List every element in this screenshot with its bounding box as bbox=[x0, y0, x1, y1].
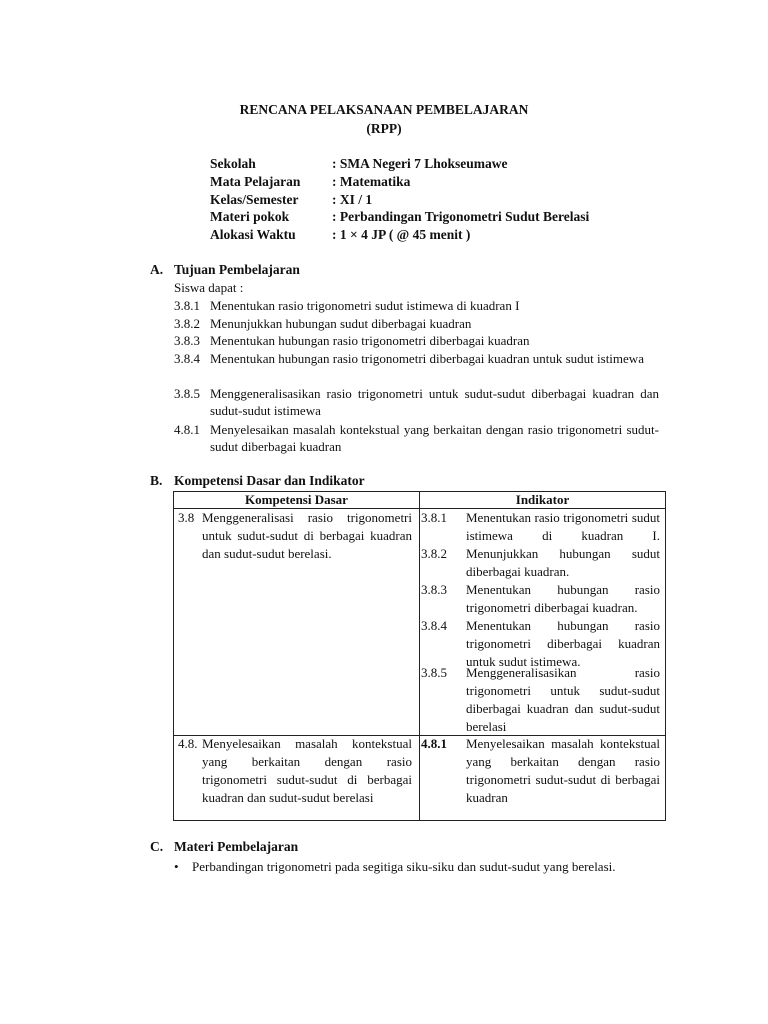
indicator-number: 3.8.2 bbox=[421, 546, 447, 561]
meta-row-time bbox=[210, 227, 470, 243]
section-letter: C. bbox=[150, 839, 164, 854]
meta-row-school bbox=[210, 156, 508, 172]
objective-item bbox=[174, 315, 659, 332]
meta-value: : Perbandingan Trigonometri Sudut Berelasi bbox=[332, 209, 590, 224]
indicator-text: Menunjukkan hubungan sudut diberbagai kuadran. bbox=[466, 546, 660, 579]
objective-number: 3.8.3 bbox=[174, 333, 200, 348]
meta-key: Sekolah bbox=[210, 156, 256, 171]
indicator-number: 4.8.1 bbox=[421, 736, 447, 751]
meta-key: Alokasi Waktu bbox=[210, 227, 296, 242]
table-header-kd: Kompetensi Dasar bbox=[245, 492, 348, 507]
section-a-intro: Siswa dapat : bbox=[174, 280, 244, 295]
meta-value: : XI / 1 bbox=[332, 192, 373, 207]
objective-text: Menentukan hubungan rasio trigonometri diberbagai kuadran bbox=[210, 333, 530, 348]
table-header-indicator: Indikator bbox=[515, 492, 570, 507]
indicator-text: Menentukan hubungan rasio trigonometri diberbagai kuadran. bbox=[466, 582, 660, 615]
objective-number: 3.8.5 bbox=[174, 386, 200, 401]
indicator-text: Menggeneralisasikan rasio trigonometri untuk sudut-sudut diberbagai kuadran dan sudut-sudut berelasi bbox=[466, 665, 660, 734]
meta-row-topic bbox=[210, 209, 589, 225]
objective-item bbox=[174, 332, 659, 349]
indicator-text: Menentukan rasio trigonometri sudut istimewa di kuadran I. bbox=[466, 510, 660, 543]
objective-item bbox=[174, 350, 659, 367]
indicator-text: Menyelesaikan masalah kontekstual yang berkaitan dengan rasio trigonometri sudut-sudut di berbagai kuadran bbox=[466, 736, 660, 805]
indicator-number: 3.8.1 bbox=[421, 510, 447, 525]
section-letter: A. bbox=[150, 262, 164, 277]
objective-text: Menunjukkan hubungan sudut diberbagai kuadran bbox=[210, 316, 472, 331]
list-item bbox=[174, 859, 616, 875]
objective-item bbox=[174, 421, 659, 455]
objective-number: 3.8.1 bbox=[174, 298, 200, 313]
meta-row-class bbox=[210, 192, 372, 208]
section-c-heading bbox=[150, 839, 298, 855]
objective-item bbox=[174, 385, 659, 419]
section-b-heading bbox=[150, 473, 365, 489]
section-title: Kompetensi Dasar dan Indikator bbox=[174, 473, 365, 488]
meta-value: : 1 × 4 JP ( @ 45 menit ) bbox=[332, 227, 471, 242]
objective-number: 4.8.1 bbox=[174, 422, 200, 437]
bullet-icon: • bbox=[174, 859, 179, 874]
objective-text: Menggeneralisasikan rasio trigonometri untuk sudut-sudut diberbagai kuadran dan sudut-sudut istimewa bbox=[210, 386, 659, 418]
indicator-number: 3.8.4 bbox=[421, 618, 447, 633]
objective-number: 3.8.2 bbox=[174, 316, 200, 331]
meta-value: : SMA Negeri 7 Lhokseumawe bbox=[332, 156, 508, 171]
meta-row-subject bbox=[210, 174, 410, 190]
section-letter: B. bbox=[150, 473, 163, 488]
objective-number: 3.8.4 bbox=[174, 351, 200, 366]
kd-text: Menggeneralisasi rasio trigonometri untuk sudut-sudut di berbagai kuadran dan sudut-sudut berelasi. bbox=[202, 510, 412, 561]
meta-value: : Matematika bbox=[332, 174, 411, 189]
objective-text: Menentukan hubungan rasio trigonometri diberbagai kuadran untuk sudut istimewa bbox=[210, 351, 644, 366]
objective-text: Menentukan rasio trigonometri sudut istimewa di kuadran I bbox=[210, 298, 520, 313]
section-title: Tujuan Pembelajaran bbox=[174, 262, 300, 277]
competency-table bbox=[173, 491, 666, 821]
kd-text: Menyelesaikan masalah kontekstual yang berkaitan dengan rasio trigonometri sudut-sudut di berbagai kuadran dan sudut-sudut berelasi bbox=[202, 736, 412, 805]
section-a-heading bbox=[150, 262, 300, 278]
list-item-text: Perbandingan trigonometri pada segitiga siku-siku dan sudut-sudut yang berelasi. bbox=[192, 859, 616, 874]
objective-item bbox=[174, 297, 659, 314]
indicator-number: 3.8.5 bbox=[421, 665, 447, 680]
kd-number: 3.8 bbox=[178, 510, 195, 525]
section-title: Materi Pembelajaran bbox=[174, 839, 299, 854]
indicator-number: 3.8.3 bbox=[421, 582, 447, 597]
objective-text: Menyelesaikan masalah kontekstual yang berkaitan dengan rasio trigonometri sudut-sudut diberbagai kuadran bbox=[210, 422, 659, 454]
meta-key: Kelas/Semester bbox=[210, 192, 299, 207]
meta-key: Materi pokok bbox=[210, 209, 290, 224]
table-column-divider bbox=[419, 492, 420, 820]
document-title: RENCANA PELAKSANAAN PEMBELAJARAN bbox=[239, 102, 529, 117]
document-subtitle: (RPP) bbox=[366, 121, 402, 136]
meta-key: Mata Pelajaran bbox=[210, 174, 301, 189]
kd-number: 4.8. bbox=[178, 736, 198, 751]
indicator-text: Menentukan hubungan rasio trigonometri diberbagai kuadran untuk sudut istimewa. bbox=[466, 618, 660, 669]
